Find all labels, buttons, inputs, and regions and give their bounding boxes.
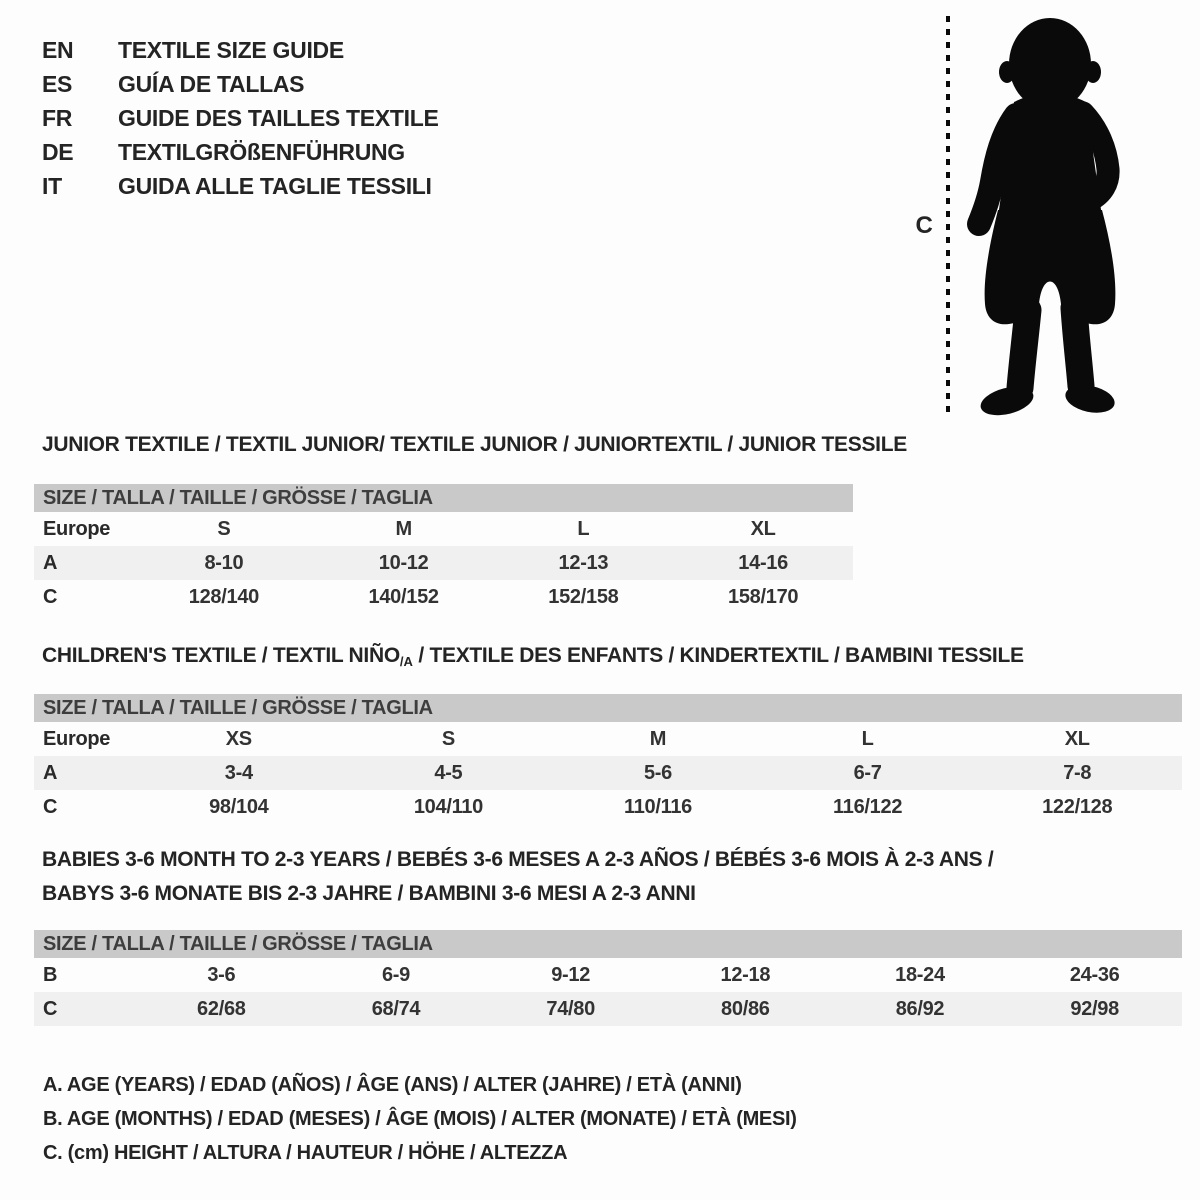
size-header-bar [34,694,1182,722]
language-row [42,33,439,67]
table-cell: 86/92 [895,997,945,1020]
table-cell: 12-13 [558,551,609,574]
table-cell: 116/122 [833,795,903,818]
table-row-b [34,958,1182,992]
section-title-line [42,843,1182,877]
table-row-europe [34,512,853,546]
section-title-babies [34,843,1182,911]
junior-size-table [34,484,853,614]
height-dashed-line [946,16,950,418]
table-cell: 18-24 [895,963,945,986]
table-cell: 9-12 [551,963,591,986]
table-cell: 6-7 [853,761,882,784]
title-text: CHILDREN'S TEXTILE / TEXTIL NIÑO [42,644,400,667]
table-cell: 152/158 [548,585,619,608]
table-cell: 128/140 [188,585,259,608]
children-size-table [34,694,1182,824]
size-header-label: SIZE / TALLA / TAILLE / GRÖSSE / TAGLIA [43,487,433,509]
height-measure-label: C [915,212,933,239]
language-row [42,135,439,169]
guide-title-fr: GUIDE DES TAILLES TEXTILE [118,105,439,131]
section-title-line [42,877,1182,911]
table-cell: 4-5 [434,761,463,784]
row-label: C [43,585,58,608]
language-code: ES [42,71,73,97]
table-cell: L [577,517,590,540]
table-cell: 104/110 [413,795,483,818]
table-cell: M [395,517,412,540]
table-cell: 92/98 [1070,997,1119,1020]
babies-size-table [34,930,1182,1026]
section-title-line [42,644,1182,668]
table-cell: XL [750,517,776,540]
legend [43,1068,797,1170]
table-cell: 12-18 [720,963,771,986]
language-code: FR [42,105,73,131]
table-cell: 98/104 [209,795,269,818]
table-cell: M [649,727,667,750]
language-code: EN [42,37,74,63]
language-code: IT [42,173,62,199]
section-title-children [34,644,1182,668]
table-cell: 74/80 [546,997,595,1020]
table-cell: XS [225,727,252,750]
section-title-line [42,433,907,457]
table-row-a [34,756,1182,790]
table-row-c [34,992,1182,1026]
row-label: Europe [43,517,111,540]
title-subscript: /A [399,654,413,669]
table-cell: 140/152 [368,585,439,608]
table-cell: 5-6 [643,761,672,784]
row-label: C [43,795,58,818]
table-row-c [34,580,853,614]
language-row [42,169,439,203]
table-cell: 3-4 [224,761,253,784]
guide-title-it: GUIDA ALLE TAGLIE TESSILI [118,173,432,199]
size-header-bar [34,930,1182,958]
legend-line-b: B. AGE (MONTHS) / EDAD (MESES) / ÂGE (MOIS) / ALTER (MONATE) / ETÀ (MESI) [43,1108,797,1130]
table-cell: 10-12 [378,551,429,574]
toddler-silhouette-icon [962,12,1138,420]
table-row-c [34,790,1182,824]
table-cell: 24-36 [1069,963,1120,986]
title-text: JUNIOR TEXTILE / TEXTIL JUNIOR/ TEXTILE JUNIOR / JUNIORTEXTIL / JUNIOR TESSILE [42,433,907,456]
table-cell: 8-10 [204,551,244,574]
section-children [34,644,1182,824]
table-cell: XL [1064,727,1090,750]
table-cell: 158/170 [728,585,799,608]
language-header [42,33,439,203]
table-cell: S [217,517,231,540]
row-label: A [43,551,58,574]
table-cell: 122/128 [1042,795,1113,818]
size-header-label: SIZE / TALLA / TAILLE / GRÖSSE / TAGLIA [43,933,433,955]
table-cell: S [441,727,455,750]
section-title-junior [34,433,907,457]
row-label: A [43,761,58,784]
table-cell: 7-8 [1063,761,1092,784]
row-label: B [43,963,58,986]
guide-title-en: TEXTILE SIZE GUIDE [118,37,344,63]
table-cell: 3-6 [207,963,236,986]
row-label: Europe [43,727,111,750]
guide-title-de: TEXTILGRÖßENFÜHRUNG [118,139,405,165]
title-text: BABYS 3-6 MONATE BIS 2-3 JAHRE / BAMBINI 3-6 MESI A 2-3 ANNI [42,882,696,905]
table-cell: 6-9 [381,963,410,986]
table-row-europe [34,722,1182,756]
title-text: / TEXTILE DES ENFANTS / KINDERTEXTIL / BAMBINI TESSILE [412,644,1024,667]
section-junior [34,433,907,614]
row-label: C [43,997,58,1020]
legend-line-c: C. (cm) HEIGHT / ALTURA / HAUTEUR / HÖHE / ALTEZZA [43,1142,568,1164]
table-cell: 14-16 [738,551,788,574]
table-cell: 68/74 [371,997,421,1020]
table-cell: 62/68 [197,997,246,1020]
language-row [42,101,439,135]
table-cell: L [861,727,874,750]
guide-title-es: GUÍA DE TALLAS [118,71,305,97]
table-cell: 80/86 [721,997,770,1020]
title-text: BABIES 3-6 MONTH TO 2-3 YEARS / BEBÉS 3-6 MESES A 2-3 AÑOS / BÉBÉS 3-6 MOIS À 2-3 ANS / [42,848,994,871]
size-header-bar [34,484,853,512]
table-row-a [34,546,853,580]
table-cell: 110/116 [623,795,692,818]
language-row [42,67,439,101]
size-header-label: SIZE / TALLA / TAILLE / GRÖSSE / TAGLIA [43,697,433,719]
section-babies [34,843,1182,1026]
legend-line-a: A. AGE (YEARS) / EDAD (AÑOS) / ÂGE (ANS) / ALTER (JAHRE) / ETÀ (ANNI) [43,1074,742,1096]
language-code: DE [42,139,74,165]
